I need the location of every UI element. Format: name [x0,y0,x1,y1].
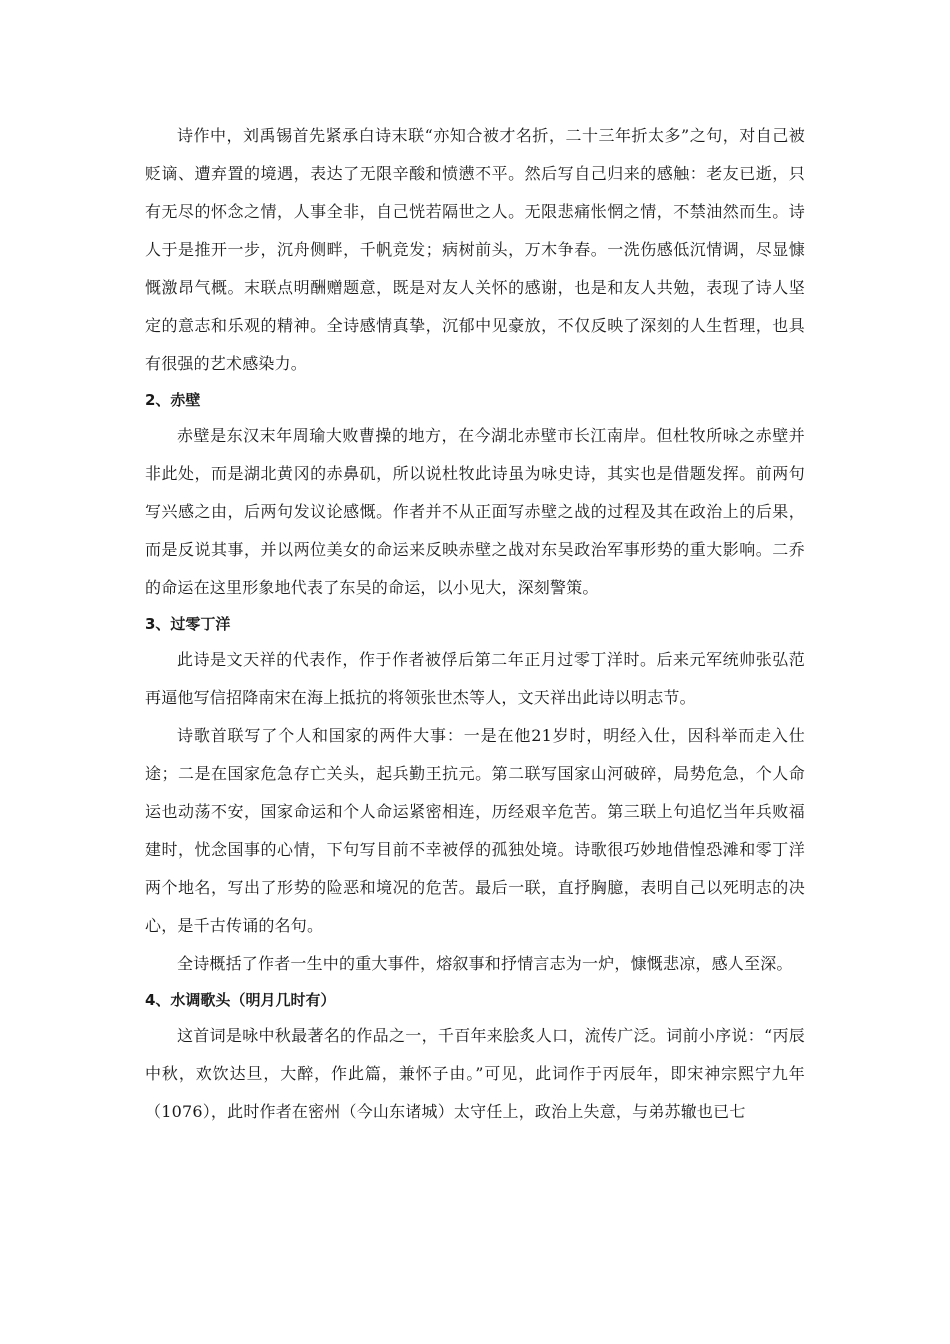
paragraph-shuidiaogetou: 这首词是咏中秋最著名的作品之一，千百年来脍炙人口，流传广泛。词前小序说：“丙辰中秋，欢饮达旦，大醉，作此篇，兼怀子由。”可见，此词作于丙辰年，即宋神宗熙宁九年（1076），此时作者在密州（今山东诸城）太守任上，政治上失意，与弟苏辙也已七 [145,1026,805,1121]
paragraph-chibi: 赤壁是东汉末年周瑜大败曹操的地方，在今湖北赤壁市长江南岸。但杜牧所咏之赤壁并非此处，而是湖北黄冈的赤鼻矶，所以说杜牧此诗虽为咏史诗，其实也是借题发挥。前两句写兴感之由，后两句发议论感慨。作者并不从正面写赤壁之战的过程及其在政治上的后果，而是反说其事，并以两位美女的命运来反映赤壁之战对东吴政治军事形势的重大影响。二乔的命运在这里形象地代表了东吴的命运，以小见大，深刻警策。 [145,426,805,597]
paragraph-liu-yuxi: 诗作中，刘禹锡首先紧承白诗末联“亦知合被才名折，二十三年折太多”之句，对自己被贬谪、遭弃置的境遇，表达了无限辛酸和愤懑不平。然后写自己归来的感触：老友已逝，只有无尽的怀念之情，人事全非，自己恍若隔世之人。无限悲痛怅惘之情，不禁油然而生。诗人于是推开一步，沉舟侧畔，千帆竞发；病树前头，万木争春。一洗伤感低沉情调，尽显慷慨激昂气概。末联点明酬赠题意，既是对友人关怀的感谢，也是和友人共勉，表现了诗人坚定的意志和乐观的精神。全诗感情真挚，沉郁中见豪放，不仅反映了深刻的人生哲理，也具有很强的艺术感染力。 [145,126,805,373]
paragraph-lingdingyang-intro: 此诗是文天祥的代表作，作于作者被俘后第二年正月过零丁洋时。后来元军统帅张弘范再逼他写信招降南宋在海上抵抗的将领张世杰等人，文天祥出此诗以明志节。 [145,650,805,707]
section-heading-shuidiaogetou: 4、水调歌头（明月几时有） [145,991,336,1009]
document-page [145,117,805,1131]
section-heading-lingdingyang: 3、过零丁洋 [145,615,231,633]
paragraph-lingdingyang-analysis: 诗歌首联写了个人和国家的两件大事：一是在他21岁时，明经入仕，因科举而走入仕途；二是在国家危急存亡关头，起兵勤王抗元。第二联写国家山河破碎，局势危急，个人命运也动荡不安，国家命运和个人命运紧密相连，历经艰辛危苦。第三联上句追忆当年兵败福建时，忧念国事的心情，下句写目前不幸被俘的孤独处境。诗歌很巧妙地借惶恐滩和零丁洋两个地名，写出了形势的险恶和境况的危苦。最后一联，直抒胸臆，表明自己以死明志的决心，是千古传诵的名句。 [145,726,805,935]
paragraph-lingdingyang-summary: 全诗概括了作者一生中的重大事件，熔叙事和抒情言志为一炉，慷慨悲凉，感人至深。 [177,954,793,973]
section-heading-chibi: 2、赤壁 [145,391,201,409]
